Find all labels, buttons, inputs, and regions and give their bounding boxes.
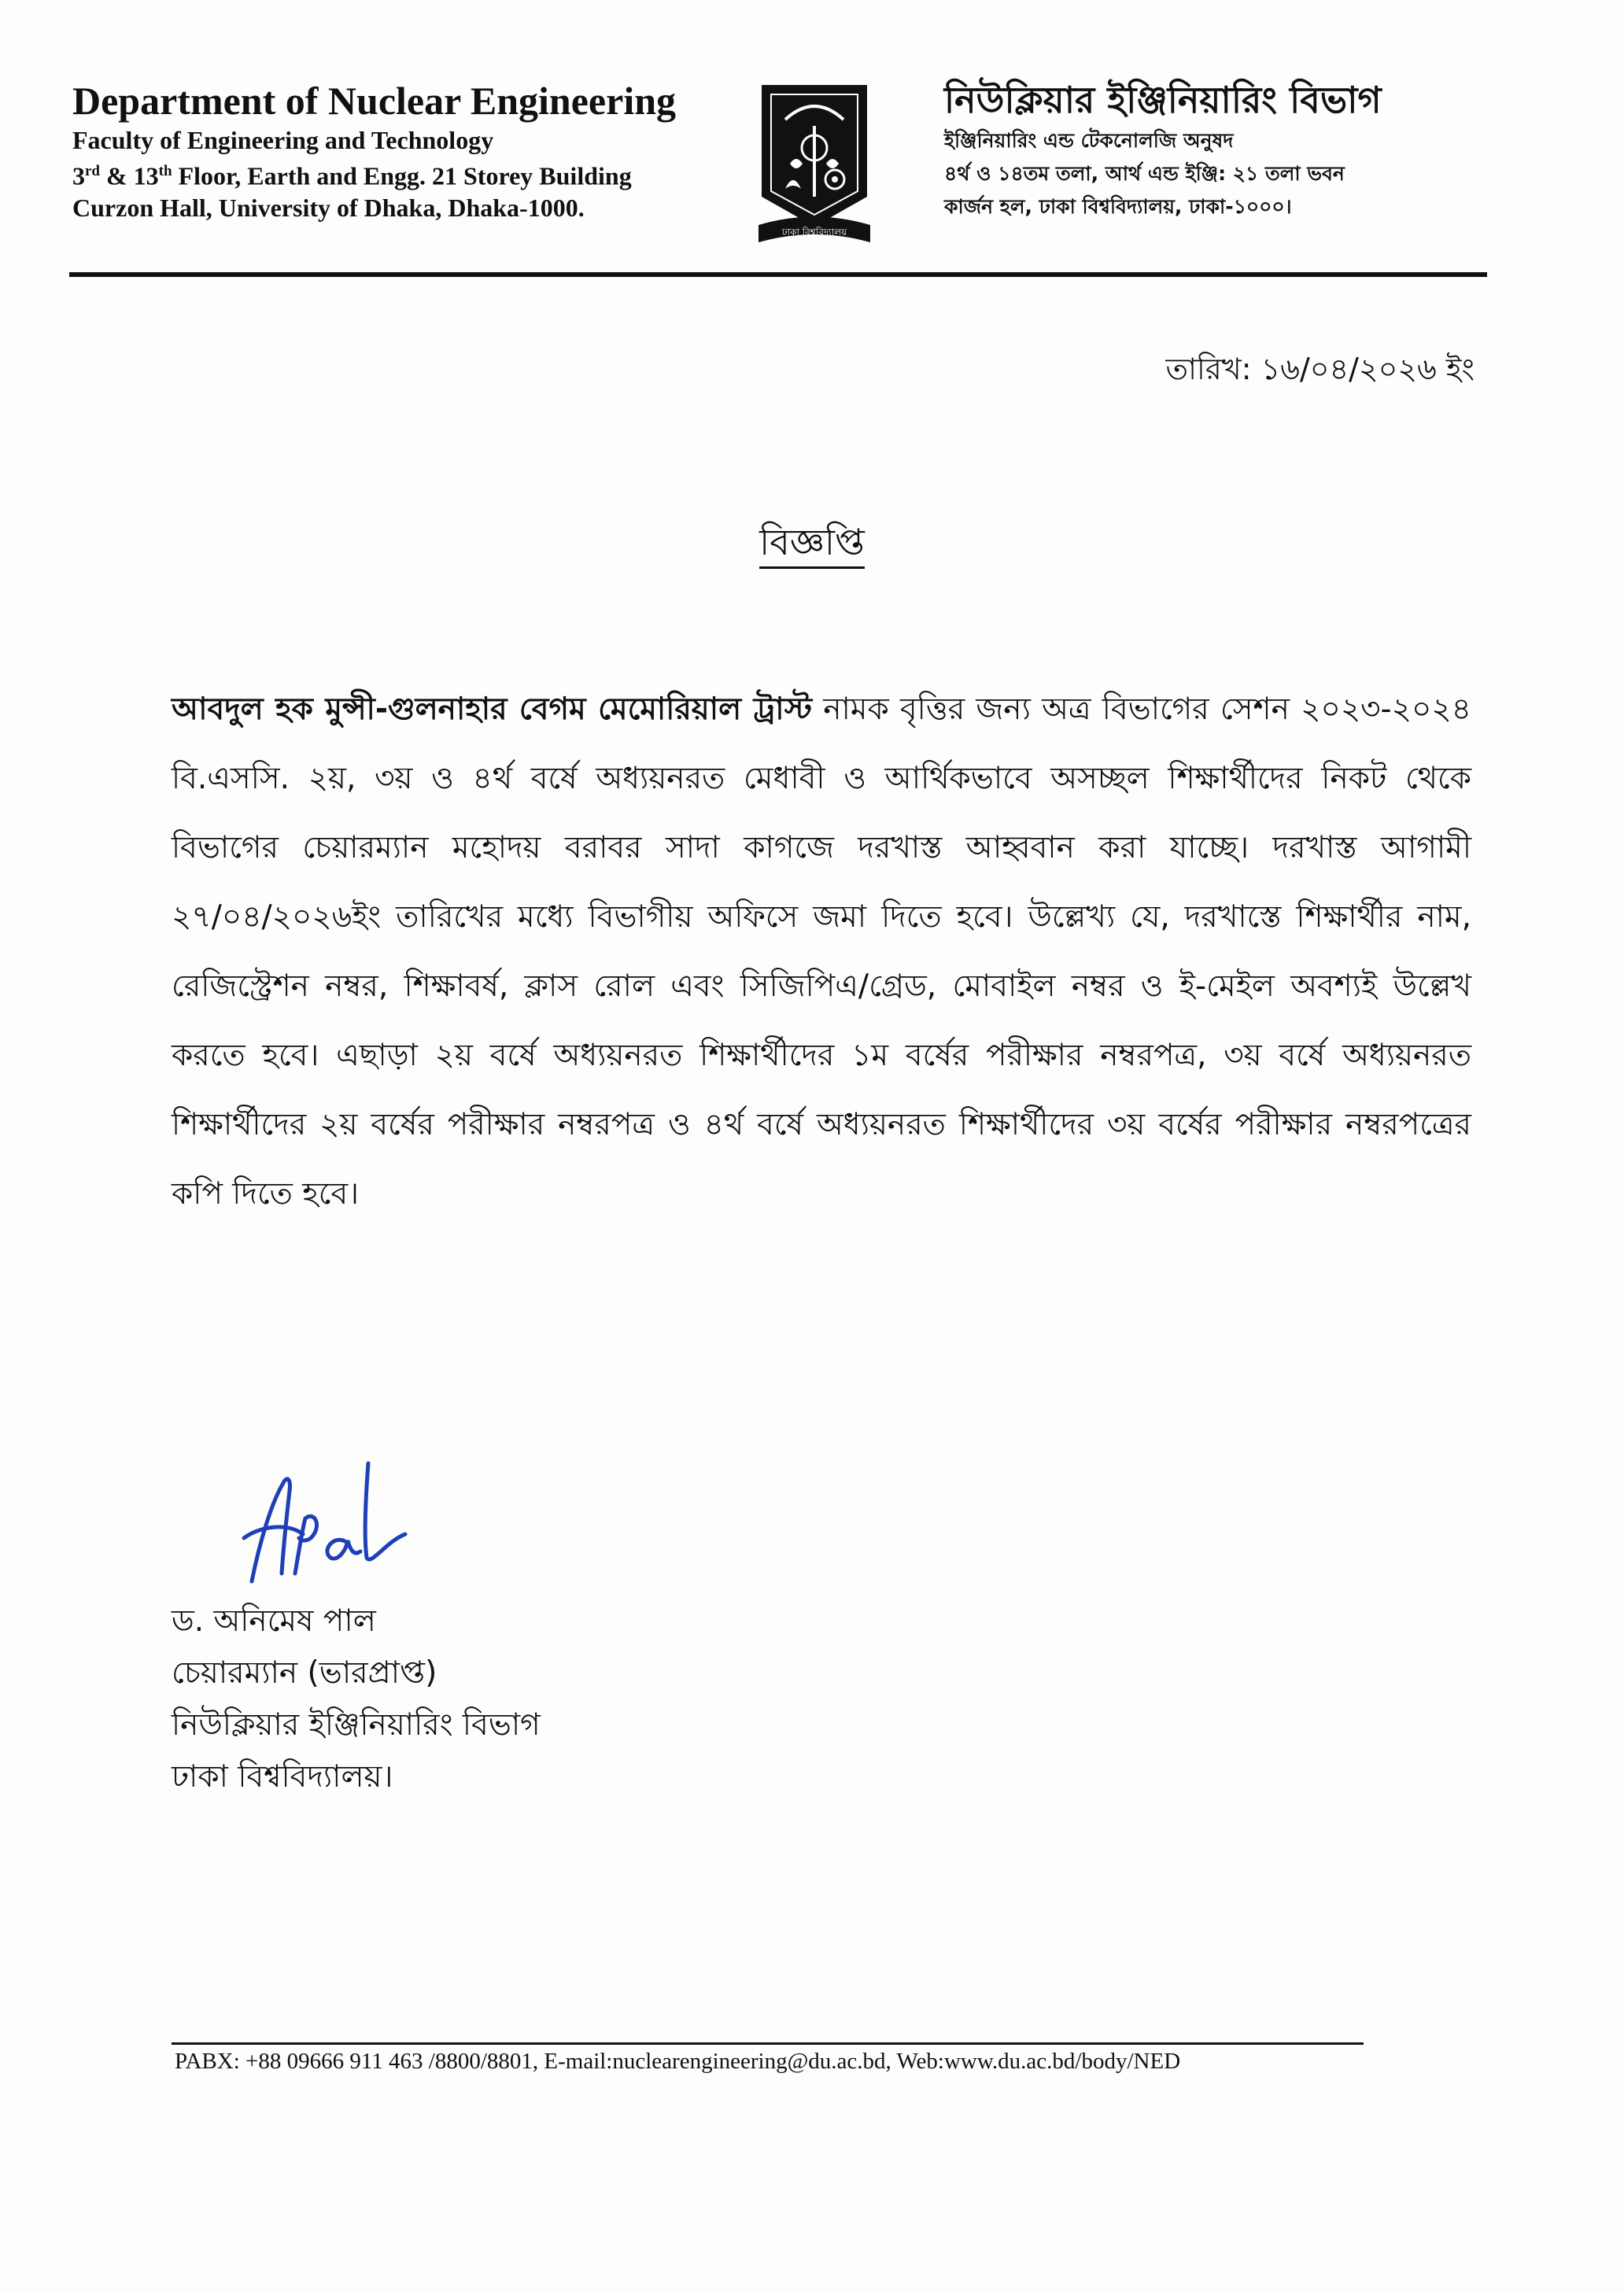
notice-body-text: নামক বৃত্তির জন্য অত্র বিভাগের সেশন ২০২৩-২০২৪ বি.এসসি. ২য়, ৩য় ও ৪র্থ বর্ষে অধ্যয়নরত মেধাবী ও আর্থিকভাবে অসচ্ছল শিক্ষার্থীদের নিকট থেকে বিভাগের চেয়ারম্যান মহোদয় বরাবর সাদা কাগজে দরখাস্ত আহ্ববান করা যাচ্ছে। দরখাস্ত আগামী ২৭/০৪/২০২৬ইং তারিখের মধ্যে বিভাগীয় অফিসে জমা দিতে হবে। উল্লেখ্য যে, দরখাস্তে শিক্ষার্থীর নাম, রেজিস্ট্রেশন নম্বর, শিক্ষাবর্ষ, ক্লাস রোল এবং সিজিপিএ/গ্রেড, মোবাইল নম্বর ও ই-মেইল অবশ্যই উল্লেখ করতে হবে। এছাড়া ২য় বর্ষে অধ্যয়নরত শিক্ষার্থীদের ১ম বর্ষের পরীক্ষার নম্বরপত্র, ৩য় বর্ষে অধ্যয়নরত শিক্ষার্থীদের ২য় বর্ষের পরীক্ষার নম্বরপত্র ও ৪র্থ বর্ষে অধ্যয়নরত শিক্ষার্থীদের ৩য় বর্ষের পরীক্ষার নম্বরপত্রের কপি দিতে হবে। xyxy=(172,692,1471,1212)
signer-designation: চেয়ারম্যান (ভারপ্রাপ্ত) xyxy=(172,1655,437,1691)
trust-name: আবদুল হক মুন্সী-গুলনাহার বেগম মেমোরিয়াল ট্রাস্ট xyxy=(172,692,812,727)
department-title-en: Department of Nuclear Engineering xyxy=(72,79,677,123)
faculty-bn: ইঞ্জিনিয়ারিং এন্ড টেকনোলজি অনুষদ xyxy=(944,129,1234,152)
notice-title: বিজ্ঞপ্তি xyxy=(759,521,865,569)
address-bn: কার্জন হল, ঢাকা বিশ্ববিদ্যালয়, ঢাকা-১০০০। xyxy=(944,195,1292,218)
faculty-en: Faculty of Engineering and Technology xyxy=(72,126,494,154)
floor-amp-13: & 13 xyxy=(100,161,159,190)
seal-caption: ঢাকা বিশ্ববিদ্যালয় xyxy=(781,227,847,238)
signer-block xyxy=(172,1596,541,1803)
sup-th: th xyxy=(158,163,172,179)
address-en: Curzon Hall, University of Dhaka, Dhaka-1000. xyxy=(72,193,585,222)
floor-3: 3 xyxy=(72,161,85,190)
header-bangla xyxy=(944,76,1574,223)
header-english xyxy=(72,77,757,223)
building-en xyxy=(72,156,757,192)
building-text: Floor, Earth and Engg. 21 Storey Building xyxy=(172,161,632,190)
building-bn: ৪র্থ ও ১৪তম তলা, আর্থ এন্ড ইঞ্জি: ২১ তলা ভবন xyxy=(944,162,1345,185)
header-divider xyxy=(69,272,1487,277)
sup-rd: rd xyxy=(85,163,100,179)
signer-university: ঢাকা বিশ্ববিদ্যালয়। xyxy=(172,1759,393,1795)
footer-divider xyxy=(172,2042,1364,2045)
signer-name: ড. অনিমেষ পাল xyxy=(172,1603,376,1639)
notice-body xyxy=(172,675,1471,1229)
department-title-bn: নিউক্লিয়ার ইঞ্জিনিয়ারিং বিভাগ xyxy=(944,79,1382,121)
notice-heading xyxy=(0,515,1624,575)
signer-department: নিউক্লিয়ার ইঞ্জিনিয়ারিং বিভাগ xyxy=(172,1707,541,1743)
notice-date: তারিখ: ১৬/০৪/২০২৬ ইং xyxy=(1165,352,1475,386)
university-seal-icon xyxy=(755,79,873,248)
signature-icon xyxy=(228,1448,417,1605)
footer-contact: PABX: +88 09666 911 463 /8800/8801, E-mail:nuclearengineering@du.ac.bd, Web:www.du.ac.bd/body/NED xyxy=(175,2049,1181,2074)
